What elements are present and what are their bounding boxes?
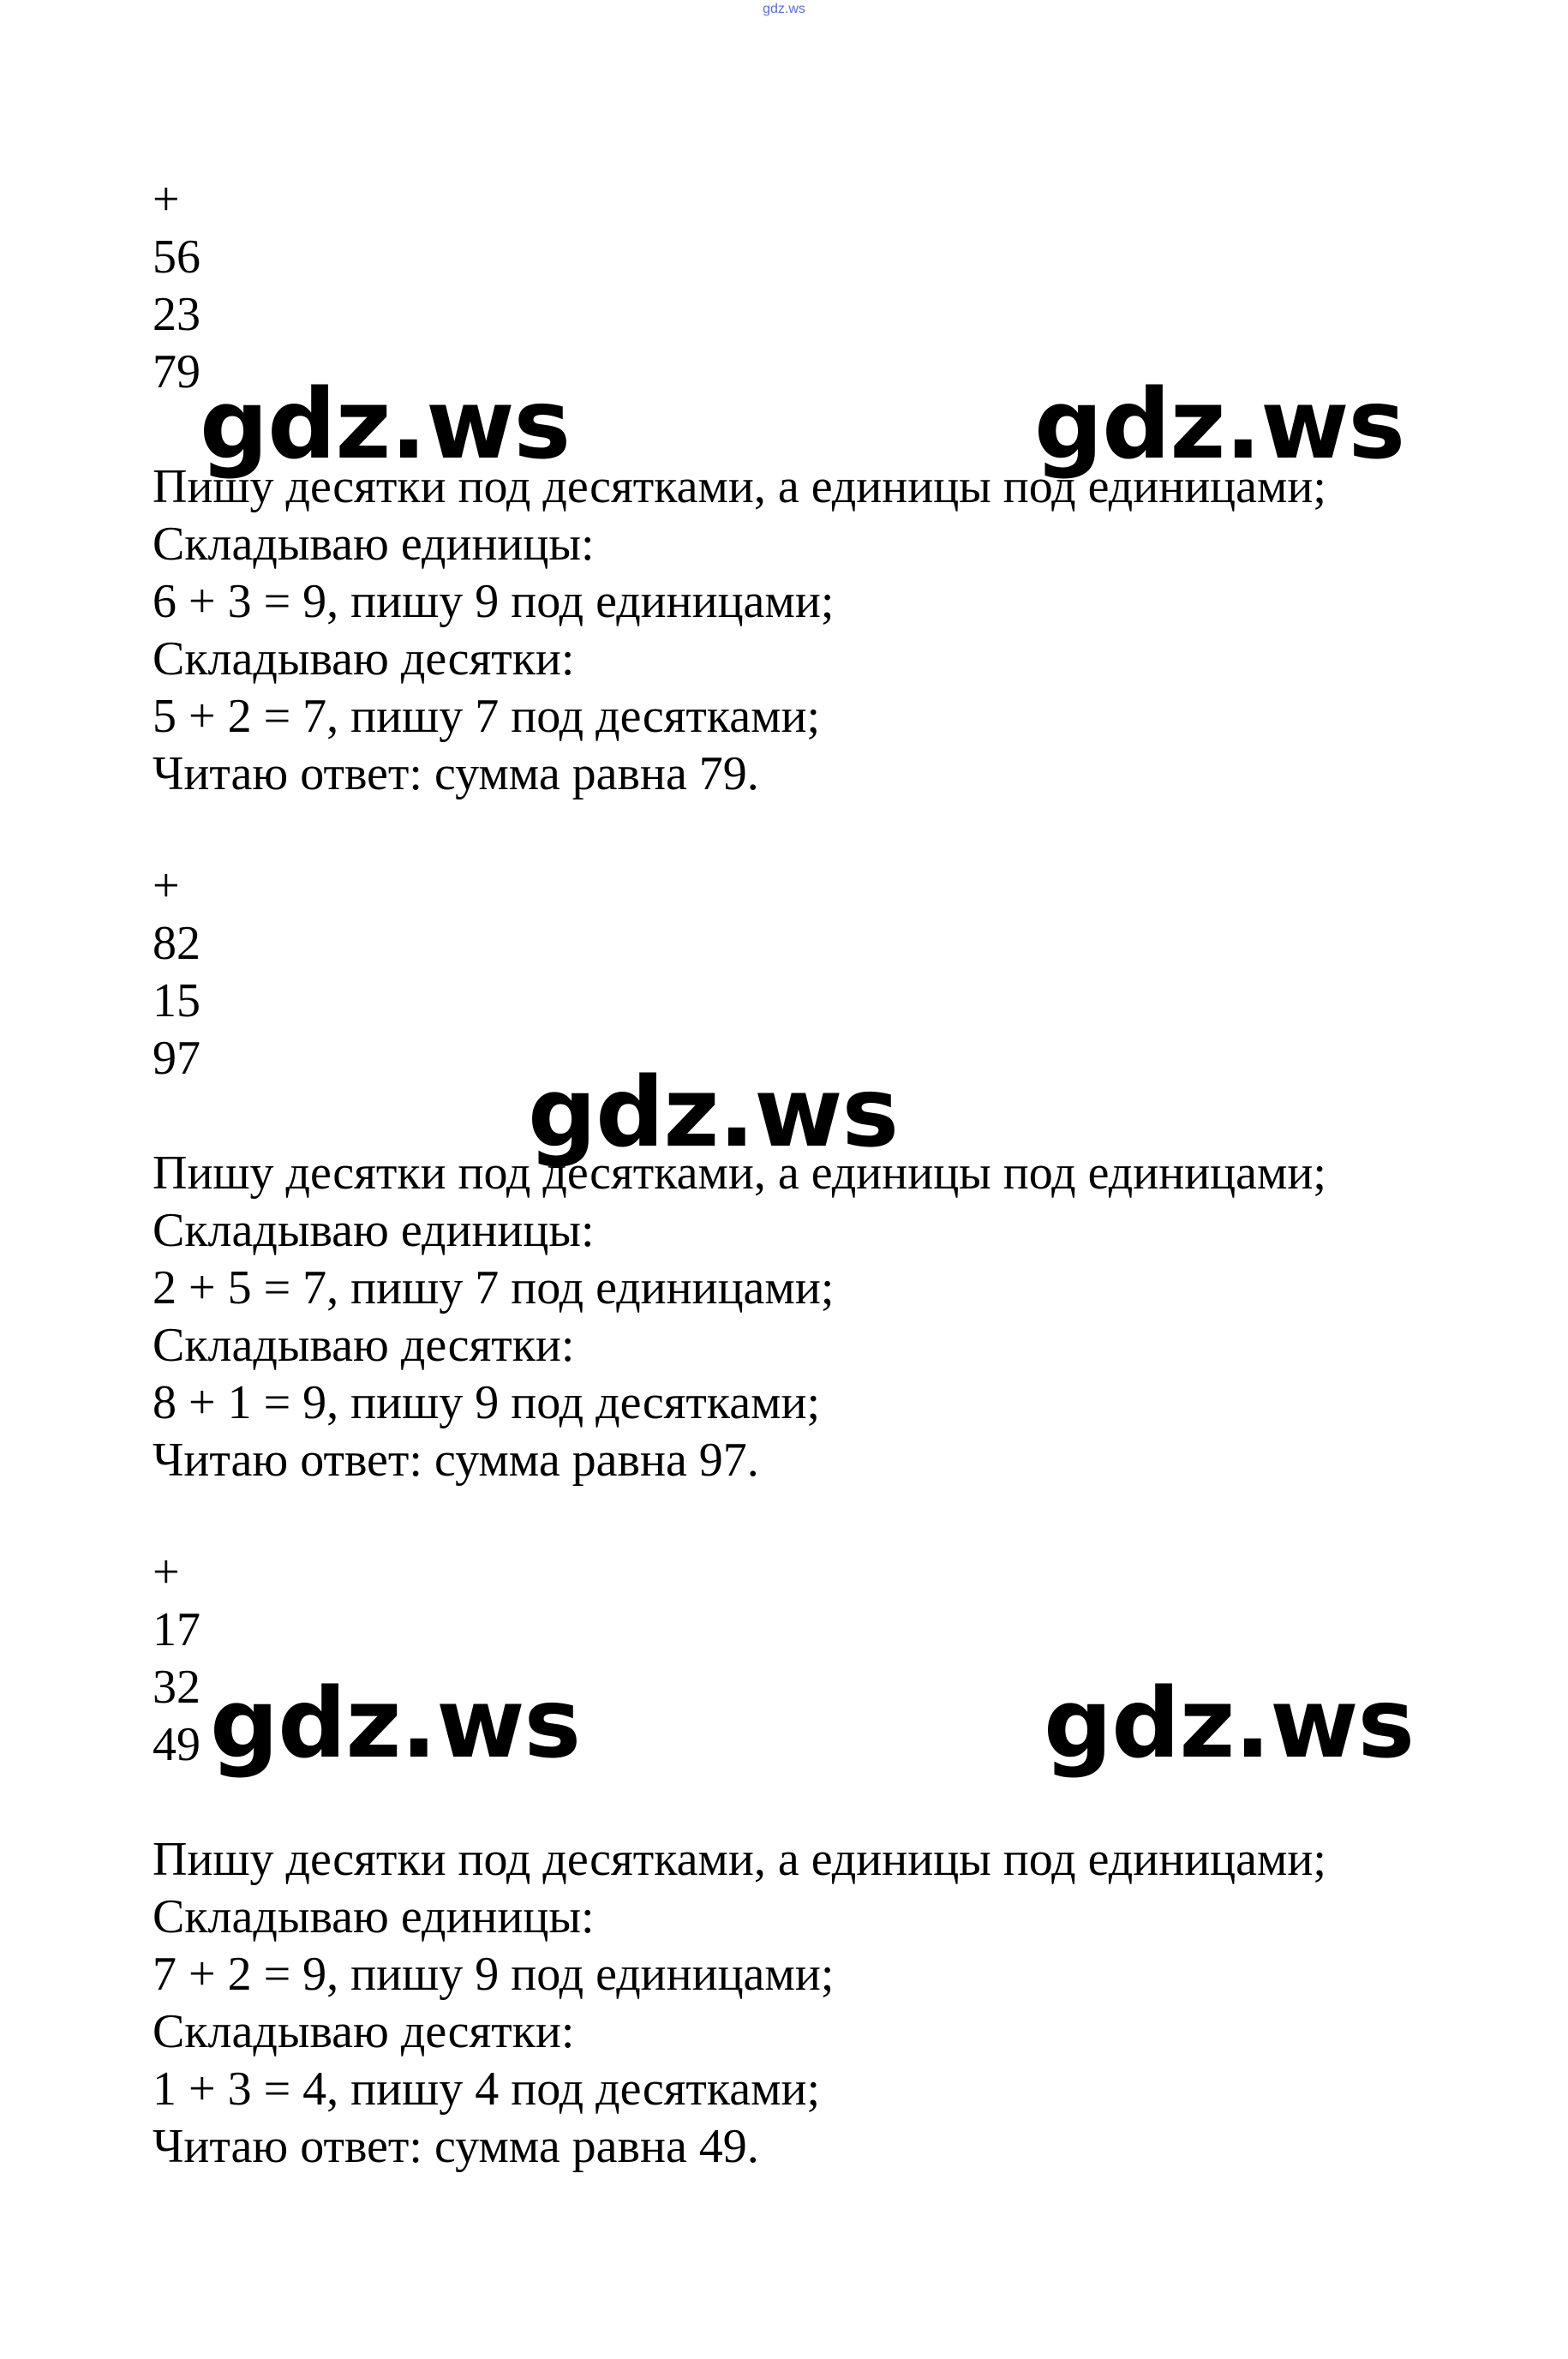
step-line: Складываю единицы:: [153, 1204, 595, 1257]
step-line: Пишу десятки под десятками, а единицы под единицами;: [153, 1833, 1326, 1886]
step-line: 2 + 5 = 7, пишу 7 под единицами;: [153, 1261, 835, 1314]
step-line: Складываю единицы:: [153, 1890, 595, 1943]
addend-1: 82: [153, 917, 200, 970]
step-line: 8 + 1 = 9, пишу 9 под десятками;: [153, 1376, 821, 1429]
addend-2: 32: [153, 1661, 200, 1714]
addend-1: 56: [153, 231, 200, 284]
watermark: gdz.ws: [210, 1668, 581, 1780]
sum-result: 97: [153, 1032, 200, 1085]
step-line: Складываю десятки:: [153, 1319, 575, 1372]
step-line: 7 + 2 = 9, пишу 9 под единицами;: [153, 1948, 835, 2001]
addend-2: 23: [153, 288, 200, 341]
step-line: Складываю единицы:: [153, 518, 595, 571]
step-line: 6 + 3 = 9, пишу 9 под единицами;: [153, 575, 835, 628]
watermark: gdz.ws: [528, 1057, 899, 1169]
header-watermark: gdz.ws: [763, 2, 805, 16]
step-line: 5 + 2 = 7, пишу 7 под десятками;: [153, 690, 821, 743]
sum-result: 79: [153, 345, 200, 398]
watermark: gdz.ws: [1044, 1668, 1415, 1780]
step-line: Складываю десятки:: [153, 632, 575, 686]
step-line: Читаю ответ: сумма равна 49.: [153, 2120, 759, 2173]
sum-result: 49: [153, 1718, 200, 1771]
addend-2: 15: [153, 974, 200, 1027]
plus-sign: +: [153, 1546, 180, 1599]
watermark: gdz.ws: [200, 369, 571, 481]
step-line: Пишу десятки под десятками, а единицы под единицами;: [153, 1147, 1326, 1200]
step-line: Читаю ответ: сумма равна 97.: [153, 1434, 759, 1487]
step-line: Пишу десятки под десятками, а единицы под единицами;: [153, 460, 1326, 513]
step-line: 1 + 3 = 4, пишу 4 под десятками;: [153, 2063, 821, 2116]
step-line: Складываю десятки:: [153, 2005, 575, 2058]
step-line: Читаю ответ: сумма равна 79.: [153, 747, 759, 800]
watermark: gdz.ws: [1034, 369, 1405, 481]
plus-sign: +: [153, 859, 180, 913]
plus-sign: +: [153, 173, 180, 226]
addend-1: 17: [153, 1603, 200, 1656]
